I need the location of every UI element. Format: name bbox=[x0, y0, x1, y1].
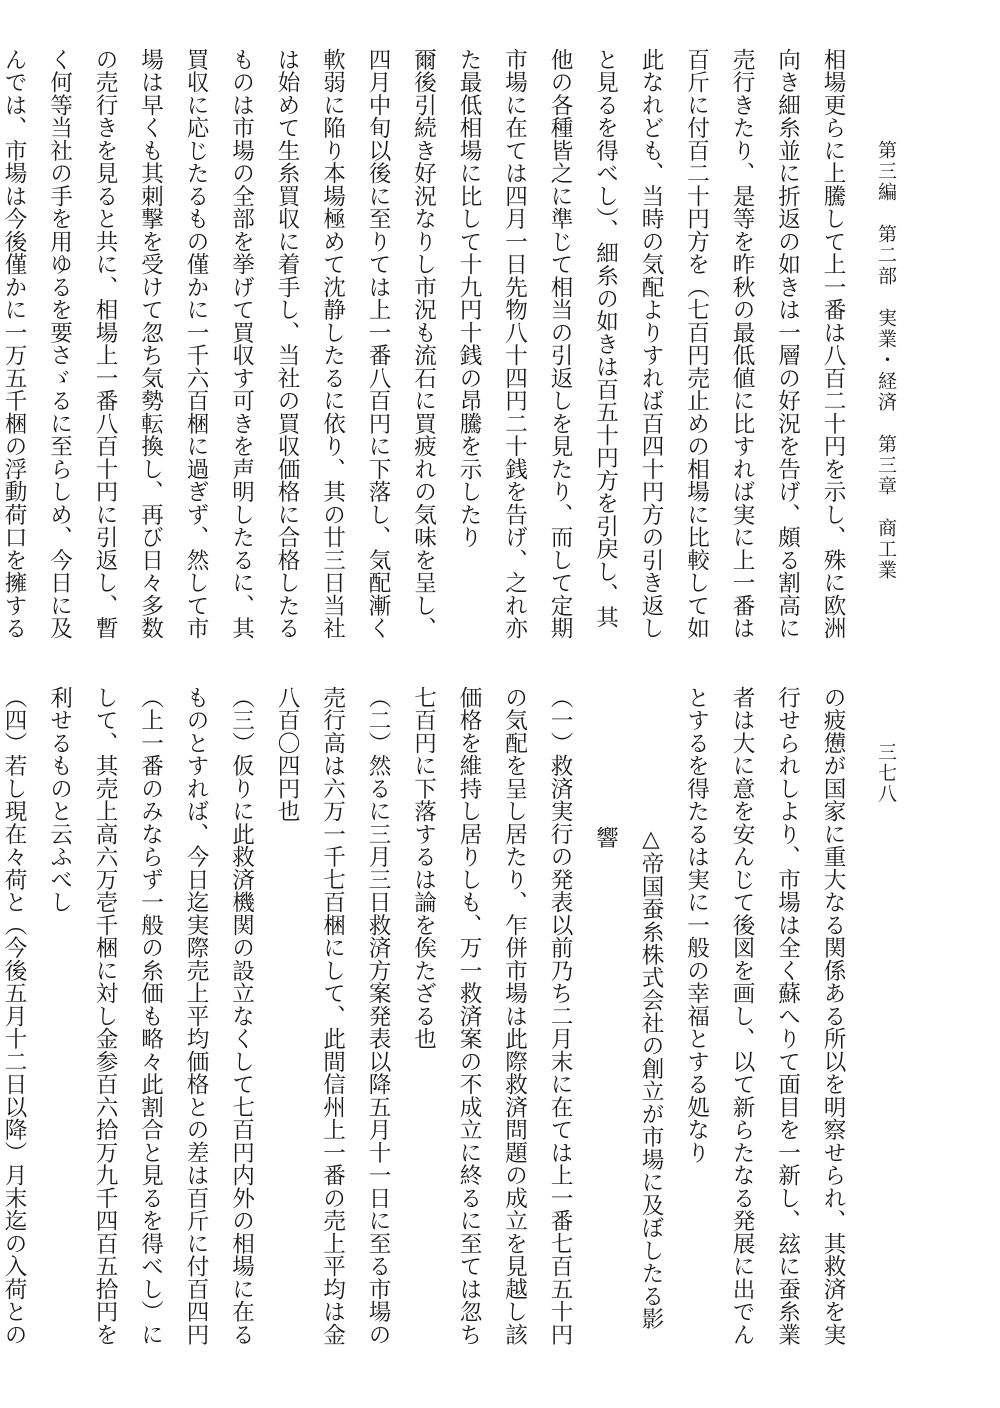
list-item: （四）若し現在々荷と（今後五月十二日以降）月末迄の入荷との bbox=[1, 686, 27, 1346]
lower-text-block bbox=[1, 686, 855, 1350]
section-heading: △帝国蚕糸株式会社の創立が市場に及ぼしたる影響 bbox=[592, 826, 664, 1330]
page-number: 三七八 bbox=[875, 742, 897, 805]
upper-text-block bbox=[1, 48, 855, 646]
paragraph: 爾後引続き好況なりし市況も流石に買疲れの気味を呈し、四月中旬以後に至りては上一番八百円に下落し、気配漸く軟弱に陥り本場極めて沈静したるに依り、其の廿三日当社は始めて生糸買収に着手し、当社の買収価格に合格したるものは市場の全部を挙げて買収す可きを声明したるに、其買収に応じたるもの僅かに一千六百梱に過ぎず、然して市場は早くも其刺撃を受けて忽ち気勢転換し、再び日々多数の売行きを見ると共に、相場上一番八百十円に引返し、暫く何等当社の手を用ゆるを要さゞるに至らしめ、今日に及んでは、市場は今後僅かに一万五千梱の浮動荷口を擁する bbox=[1, 48, 437, 640]
paragraph: の疲憊が国家に重大なる関係ある所以を明察せられ、其救済を実行せられしより、市場は全く蘇へりて面目を一新し、玆に蚕糸業者は大に意を安んじて後図を画し、以て新らたなる発展に出でんとするを得たるは実に一般の幸福とする処なり bbox=[683, 686, 846, 1346]
list-item: （一）救済実行の発表以前乃ち二月末に在ては上一番七百五十円の気配を呈し居たり、乍併市場は此際救済問題の成立を見越し該価格を維持し居りしも、万一救済案の不成立に終るに至ては忽ち七百円に下落するは論を俟たざる也 bbox=[410, 686, 573, 1346]
running-head: 第三編 第二部 実業・経済 第三章 商工業 bbox=[875, 140, 897, 581]
paragraph: 相場更らに上騰して上一番は八百二十円を示し、殊に欧洲向き細糸並に折返の如きは一層の好況を告げ、頗る割高に売行きたり、是等を昨秋の最低値に比すれば実に上一番は百斤に付百二十円方を（七百円売止めの相場に比較して如此なれども、当時の気配よりすれば百四十円方の引き返しと見るを得べし）、細糸の如きは百五十円方を引戻し、其他の各種皆之に準じて相当の引返しを見たり、而して定期市場に在ては四月一日先物八十四円二十銭を告げ、之れ亦た最低相場に比して十九円十銭の昂騰を示したり bbox=[456, 48, 846, 640]
list-item: （三）仮りに此救済機関の設立なくして七百円内外の相場に在るものとすれば、今日迄実際売上平均価格との差は百斤に付百四円（上一番のみならず一般の糸価も略々此割合と見るを得べし）にして、其売上高六万壱千梱に対し金参百六拾万九千四百五拾円を利せるものと云ふべし bbox=[46, 686, 255, 1346]
list-item: （二）然るに三月三日救済方案発表以降五月十一日に至る市場の売行高は六万一千七百梱にして、此間信州上一番の売上平均は金八百〇四円也 bbox=[274, 686, 391, 1346]
